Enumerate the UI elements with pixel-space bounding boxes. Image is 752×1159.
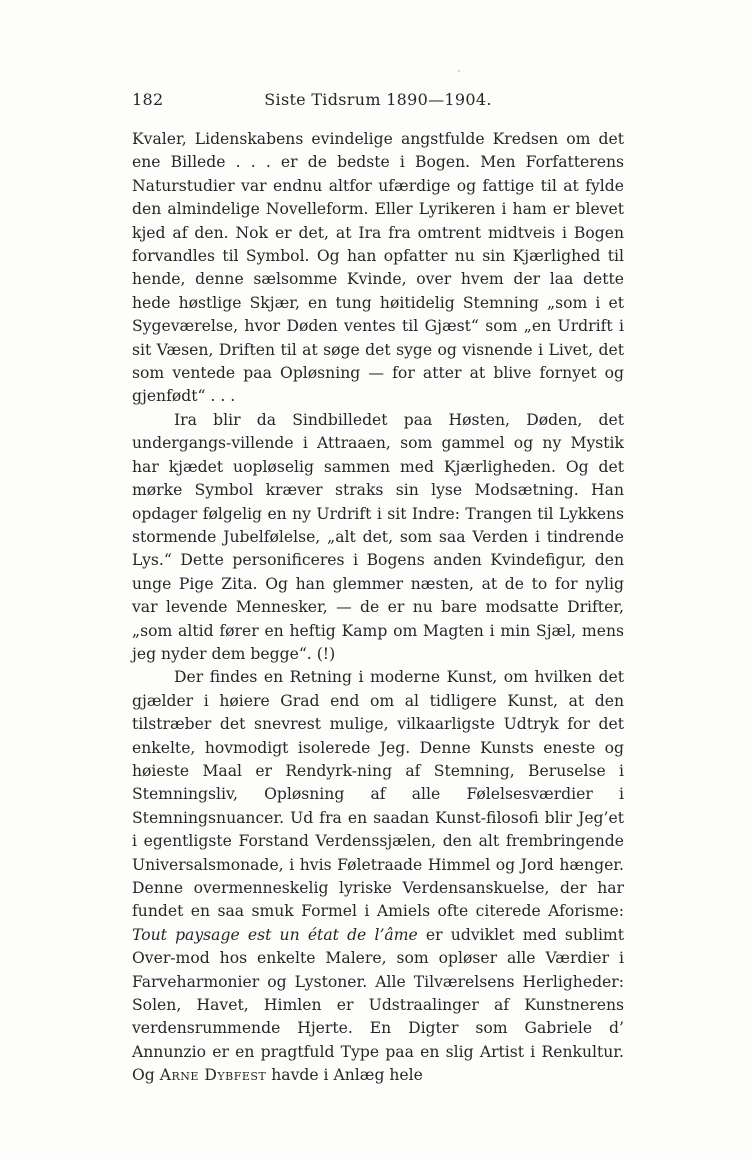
paragraph-1: Kvaler, Lidenskabens evindelige angstfulde Kredsen om det ene Billede . . . er de bedste i Bogen. Men Forfatterens Naturstudier var endnu altfor ufærdige og fattige til at fylde den almindelige Novelleform. Eller Lyrikeren i ham er blevet kjed af den. Nok er det, at Ira fra omtrent midtveis i Bogen forvandles til Symbol. Og han opfatter nu sin Kjærlighed til hende, denne sælsomme Kvinde, over hvem der laa dette hede høstlige Skjær, en tung høitidelig Stemning „som i et Sygeværelse, hvor Døden ventes til Gjæst“ som „en Urdrift i sit Væsen, Driften til at søge det syge og visnende i Livet, det som ventede paa Opløsning — for atter at blive fornyet og gjenfødt“ . . . (132, 130, 624, 406)
paragraph-3-text: Der findes en Retning i moderne Kunst, om hvilken det gjælder i høiere Grad end om al tidligere Kunst, at den tilstræber det snevrest mulige, vilkaarligste Udtryk for det enkelte, hovmodigt isolerede Jeg. Denne Kunsts eneste og høieste Maal er Rendyrk-ning af Stemning, Beruselse i Stemningsliv, Opløsning af alle Følelsesværdier i Stemningsnuancer. Ud fra en saadan Kunst-filosofi blir Jeg’et i egentligste Forstand Verdenssjælen, den alt frembringende Universalsmonade, i hvis Føletraade Himmel og Jord hænger. Denne overmenneskelig lyriske Verdensanskuelse, der har fundet en saa smuk Formel i Amiels ofte citerede Aforisme: (132, 668, 624, 921)
running-title: Siste Tidsrum 1890—1904. (264, 90, 492, 109)
page-number: 182 (132, 90, 164, 109)
paragraph-2: Ira blir da Sindbilledet paa Høsten, Døden, det undergangs-villende i Attraaen, som gammel og ny Mystik har kjædet uopløselig sammen med Kjærligheden. Og det mørke Symbol kræver straks sin lyse Modsætning. Han opdager følgelig en ny Urdrift i sit Indre: Trangen til Lykkens stormende Jubelfølelse, „alt det, som saa Verden i tindrende Lys.“ Dette personificeres i Bogens anden Kvindefigur, den unge Pige Zita. Og han glemmer næsten, at de to for nylig var levende Mennesker, — de er nu bare modsatte Drifter, „som altid fører en heftig Kamp om Magten i min Sjæl, mens jeg nyder dem begge“. (!) (132, 410, 624, 663)
paragraph-3 (132, 666, 624, 1087)
paragraph-3-ending: havde i Anlæg hele (266, 1066, 423, 1085)
body-text (132, 128, 624, 1088)
author-name: Arne Dybfest (159, 1066, 267, 1085)
scan-speck (458, 70, 460, 72)
paragraph-3-continuation: er udviklet med sublimt Over-mod hos enkelte Malere, som opløser alle Værdier i Farveharmonier og Lystoner. Alle Tilværelsens Herligheder: Solen, Havet, Himlen er Udstraalinger af Kunstnerens verdensrummende Hjerte. En Digter som Gabriele d’ Annunzio er en pragtfuld Type paa en slig Artist i Renkultur. Og (132, 925, 624, 1085)
page-header (132, 90, 624, 114)
amiel-aphorism: Tout paysage est un état de l’âme (132, 925, 418, 944)
